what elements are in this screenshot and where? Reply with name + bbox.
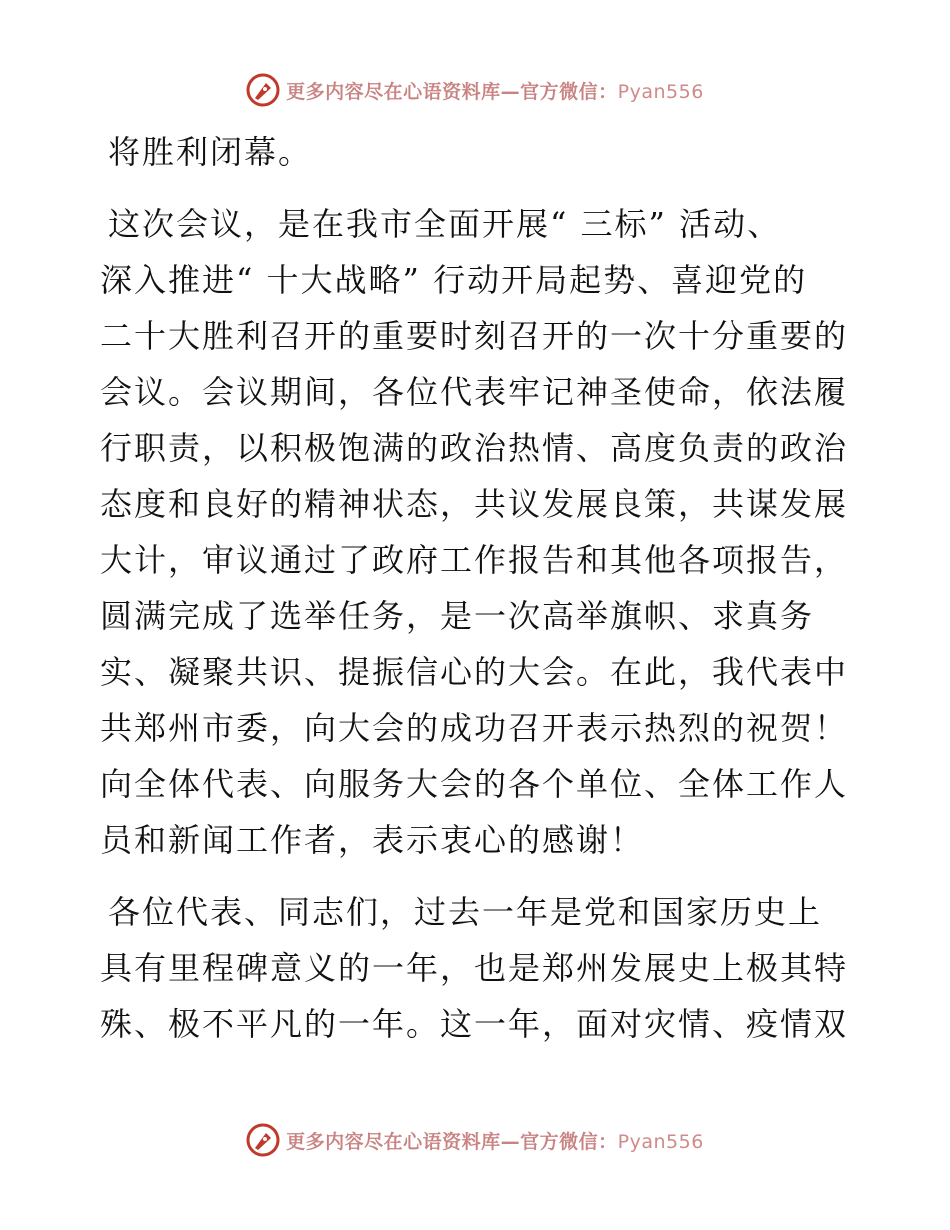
text-line: 态度和良好的精神状态，共议发展良策，共谋发展 [100,485,849,523]
text-line: 圆满完成了选举任务，是一次高举旗帜、求真务 [100,597,815,635]
watermark-text: 更多内容尽在心语资料库—官方微信：Pyan556 [286,1130,704,1153]
pen-nib-logo-icon [246,1123,280,1157]
text-line: 二十大胜利召开的重要时刻召开的一次十分重要的 [100,317,849,355]
header-watermark [0,72,950,108]
text-line: 具有里程碑意义的一年，也是郑州发展史上极其特 [100,949,849,987]
watermark-text: 更多内容尽在心语资料库—官方微信：Pyan556 [286,80,704,103]
text-line: 向全体代表、向服务大会的各个单位、全体工作人 [100,765,849,803]
footer-watermark [0,1122,950,1158]
text-line: 各位代表、同志们，过去一年是党和国家历史上 [108,893,823,931]
text-line: 将胜利闭幕。 [108,133,313,171]
text-line: 员和新闻工作者，表示衷心的感谢！ [100,821,645,859]
text-line: 会议。会议期间，各位代表牢记神圣使命，依法履 [100,373,849,411]
text-line: 共郑州市委，向大会的成功召开表示热烈的祝贺！ [100,709,849,747]
text-line: 大计，审议通过了政府工作报告和其他各项报告， [100,541,849,579]
pen-nib-logo-icon [246,73,280,107]
text-line: 殊、极不平凡的一年。这一年，面对灾情、疫情双 [100,1005,849,1043]
text-line: 实、凝聚共识、提振信心的大会。在此，我代表中 [100,653,849,691]
watermark-wechat-id: Pyan556 [617,1130,704,1153]
text-line: 这次会议，是在我市全面开展“ 三标” 活动、 [108,205,782,243]
text-line: 行职责，以积极饱满的政治热情、高度负责的政治 [100,429,849,467]
text-line: 深入推进“ 十大战略” 行动开局起势、喜迎党的 [100,261,808,299]
document-body [100,124,860,1052]
watermark-wechat-id: Pyan556 [617,80,704,103]
